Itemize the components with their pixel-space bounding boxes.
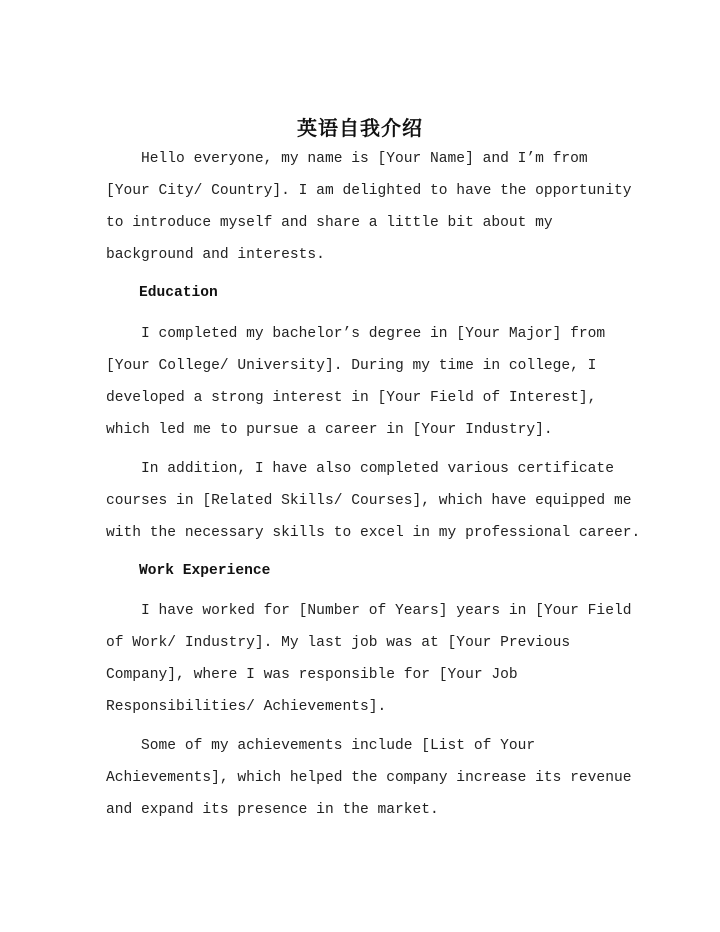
paragraph-line: Hello everyone, my name is [Your Name] and I’m from	[106, 151, 588, 167]
paragraph-line: Company], where I was responsible for [Your Job	[106, 667, 518, 683]
paragraph-line: background and interests.	[106, 247, 325, 263]
paragraph-line: In addition, I have also completed various certificate	[106, 461, 614, 477]
paragraph-line: I completed my bachelor’s degree in [Your Major] from	[106, 326, 606, 342]
work-paragraph-2	[106, 730, 632, 826]
paragraph-line: with the necessary skills to excel in my professional career.	[106, 525, 641, 541]
education-paragraph-1	[106, 318, 614, 446]
work-paragraph-1	[106, 595, 632, 723]
work-experience-heading: Work Experience	[139, 563, 271, 579]
paragraph-line: Responsibilities/ Achievements].	[106, 699, 387, 715]
paragraph-line: developed a strong interest in [Your Field of Interest],	[106, 390, 597, 406]
paragraph-line: courses in [Related Skills/ Courses], which have equipped me	[106, 493, 632, 509]
education-paragraph-2	[106, 453, 641, 549]
education-heading: Education	[139, 285, 218, 301]
paragraph-line: [Your City/ Country]. I am delighted to have the opportunity	[106, 183, 632, 199]
document-title: 英语自我介绍	[297, 116, 423, 140]
intro-paragraph	[106, 143, 632, 271]
paragraph-line: and expand its presence in the market.	[106, 802, 439, 818]
paragraph-line: [Your College/ University]. During my time in college, I	[106, 358, 597, 374]
paragraph-line: Some of my achievements include [List of Your	[106, 738, 536, 754]
paragraph-line: which led me to pursue a career in [Your Industry].	[106, 422, 553, 438]
paragraph-line: of Work/ Industry]. My last job was at [Your Previous	[106, 635, 571, 651]
paragraph-line: I have worked for [Number of Years] years in [Your Field	[106, 603, 632, 619]
paragraph-line: Achievements], which helped the company increase its revenue	[106, 770, 632, 786]
paragraph-line: to introduce myself and share a little bit about my	[106, 215, 553, 231]
